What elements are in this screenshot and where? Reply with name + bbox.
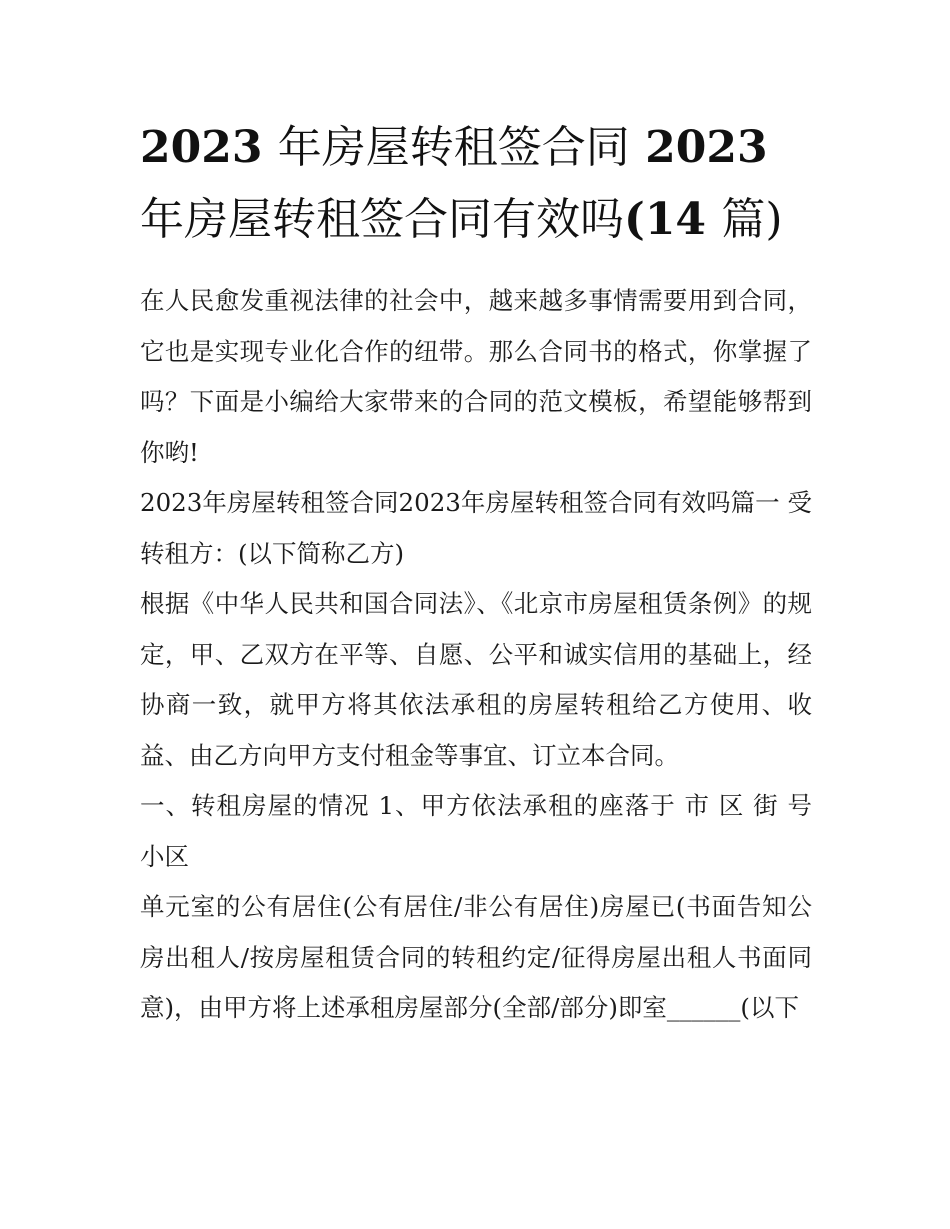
document-page xyxy=(140,112,812,1034)
paragraph-intro: 在人民愈发重视法律的社会中，越来越多事情需要用到合同，它也是实现专业化合作的纽带。那么合同书的格式，你掌握了吗？下面是小编给大家带来的合同的范文模板，希望能够帮到你哟! xyxy=(140,286,812,467)
paragraph-heading: 2023年房屋转租签合同2023年房屋转租签合同有效吗篇一 受转租方：(以下简称乙方) xyxy=(140,488,812,568)
title-text-3: 篇) xyxy=(721,194,783,245)
title-text-2: 年房屋转租签合同有效吗 xyxy=(140,194,624,245)
title-year-2: 2023 xyxy=(645,122,768,173)
title-count: (14 xyxy=(624,194,707,245)
paragraph-section-1: 一、转租房屋的情况 1、甲方依法承租的座落于 市 区 街 号 小区 xyxy=(140,791,812,871)
paragraph-section-1-cont: 单元室的公有居住(公有居住/非公有居住)房屋已(书面告知公房出租人/按房屋租赁合同的转租约定/征得房屋出租人书面同意)，由甲方将上述承租房屋部分(全部/部分)即室______(以下 xyxy=(140,892,812,1022)
document-title xyxy=(140,112,812,256)
title-text-1: 年房屋转租签合同 xyxy=(277,122,630,173)
title-year-1: 2023 xyxy=(140,122,263,173)
paragraph-legal-basis: 根据《中华人民共和国合同法》、《北京市房屋租赁条例》的规定，甲、乙双方在平等、自愿、公平和诚实信用的基础上，经协商一致，就甲方将其依法承租的房屋转租给乙方使用、收益、由乙方向甲方支付租金等事宜、订立本合同。 xyxy=(140,589,812,770)
document-body xyxy=(140,276,812,1034)
